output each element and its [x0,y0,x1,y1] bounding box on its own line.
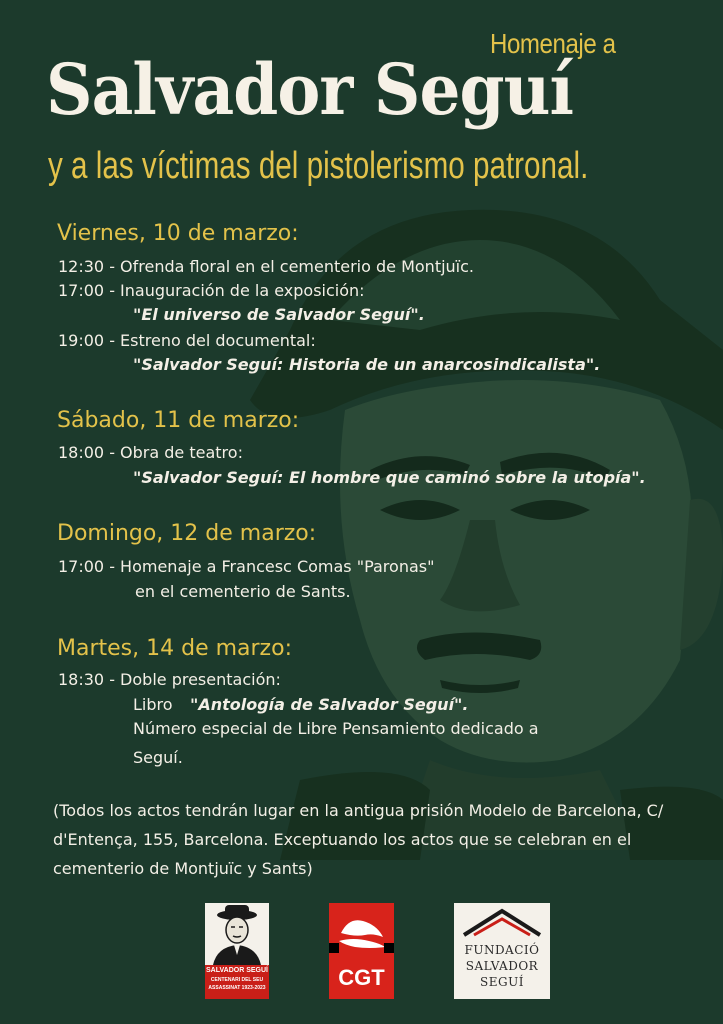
event-line: 18:30 - Doble presentación: [58,670,281,689]
portrait-icon [205,903,269,965]
event-line: 17:00 - Inauguración de la exposición: [58,281,365,300]
handshake-icon [329,903,394,963]
event-line: Seguí. [133,748,183,767]
fundacio-line3: SEGUÍ [480,975,524,989]
fundacio-line1: FUNDACIÓ [464,943,540,957]
event-line: 12:30 - Ofrenda floral en el cementerio de Montjuïc. [58,257,474,276]
logo-cgt [329,903,394,999]
event-title: "Salvador Seguí: Historia de un anarcosindicalista". [133,355,601,374]
day-title-domingo: Domingo, 12 de marzo: [57,521,317,546]
day-title-martes: Martes, 14 de marzo: [57,636,292,661]
logo-centenari-segui [205,903,269,999]
event-title: "El universo de Salvador Seguí". [133,305,425,324]
logo-segui-line2: CENTENARI DEL SEU [210,977,264,983]
event-title: "Salvador Seguí: El hombre que caminó sobre la utopía". [133,468,646,487]
kicker-text: Homenaje a [490,28,616,59]
event-line: 17:00 - Homenaje a Francesc Comas "Paronas" [58,557,435,576]
event-line: Libro [133,695,173,714]
fundacio-line2: SALVADOR [465,959,539,973]
main-title: Salvador Seguí [46,48,574,131]
event-line: en el cementerio de Sants. [135,582,351,601]
tagline: y a las víctimas del pistolerismo patronal. [48,145,589,187]
logo-segui-name: SALVADOR SEGUÍ [206,967,268,974]
logo-fundacio-salvador-segui [454,903,550,999]
event-line: 19:00 - Estreno del documental: [58,331,316,350]
cgt-label: CGT [338,965,385,990]
day-title-sabado: Sábado, 11 de marzo: [57,408,300,433]
event-line: Número especial de Libre Pensamiento dedicado a [133,719,539,738]
event-title: "Antología de Salvador Seguí". [190,695,469,714]
location-note: (Todos los actos tendrán lugar en la antigua prisión Modelo de Barcelona, C/ d'Entença, 155, Barcelona. Exceptuando los actos que se celebran en el cementerio de Montjuïc y Sants) [53,801,664,878]
event-line: 18:00 - Obra de teatro: [58,443,243,462]
logo-segui-line3: ASSASSINAT 1923-2023 [208,985,266,991]
roof-icon [454,903,550,939]
day-title-viernes: Viernes, 10 de marzo: [57,221,299,246]
